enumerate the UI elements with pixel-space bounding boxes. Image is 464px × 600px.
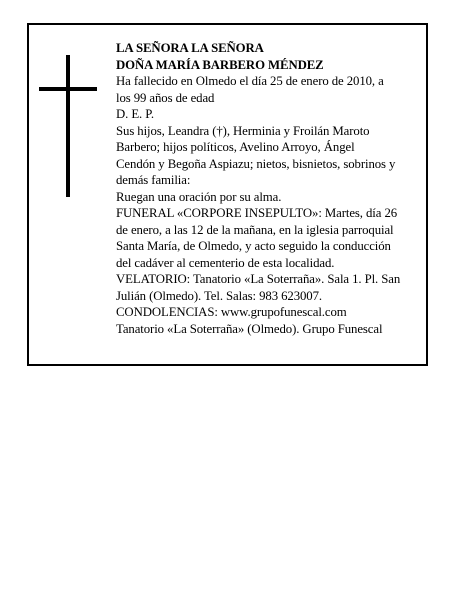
wake-details: VELATORIO: Tanatorio «La Soterraña». Sala 1. Pl. San Julián (Olmedo). Tel. Salas: 983 623007. [116, 272, 401, 303]
funeral-details: FUNERAL «CORPORE INSEPULTO»: Martes, día 26 de enero, a las 12 de la mañana, en la iglesia parroquial Santa María, de Olmedo, y acto seguido la conducción del cadáver al cementerio de esta localidad. [116, 206, 398, 270]
rip-line: D. E. P. [116, 107, 154, 121]
condolences-line: CONDOLENCIAS: www.grupofunescal.com [116, 305, 347, 319]
deceased-name: DOÑA MARÍA BARBERO MÉNDEZ [116, 57, 324, 72]
latin-cross-icon [39, 55, 97, 197]
cross-vertical-bar [66, 55, 70, 197]
family-list: Sus hijos, Leandra (†), Herminia y Froilán Maroto Barbero; hijos políticos, Avelino Arroyo, Ángel Cendón y Begoña Aspiazu; nietos, bisnietos, sobrinos y demás familia: [116, 123, 396, 187]
funeral-home-line: Tanatorio «La Soterraña» (Olmedo). Grupo Funescal [116, 321, 383, 336]
obituary-notice [27, 23, 428, 366]
notice-text [116, 40, 428, 337]
prayer-request: Ruegan una oración por su alma. [116, 189, 282, 204]
cross-horizontal-bar [39, 87, 97, 91]
death-info: Ha fallecido en Olmedo el día 25 de enero de 2010, a los 99 años de edad [116, 74, 384, 105]
heading-title: LA SEÑORA LA SEÑORA [116, 41, 264, 55]
